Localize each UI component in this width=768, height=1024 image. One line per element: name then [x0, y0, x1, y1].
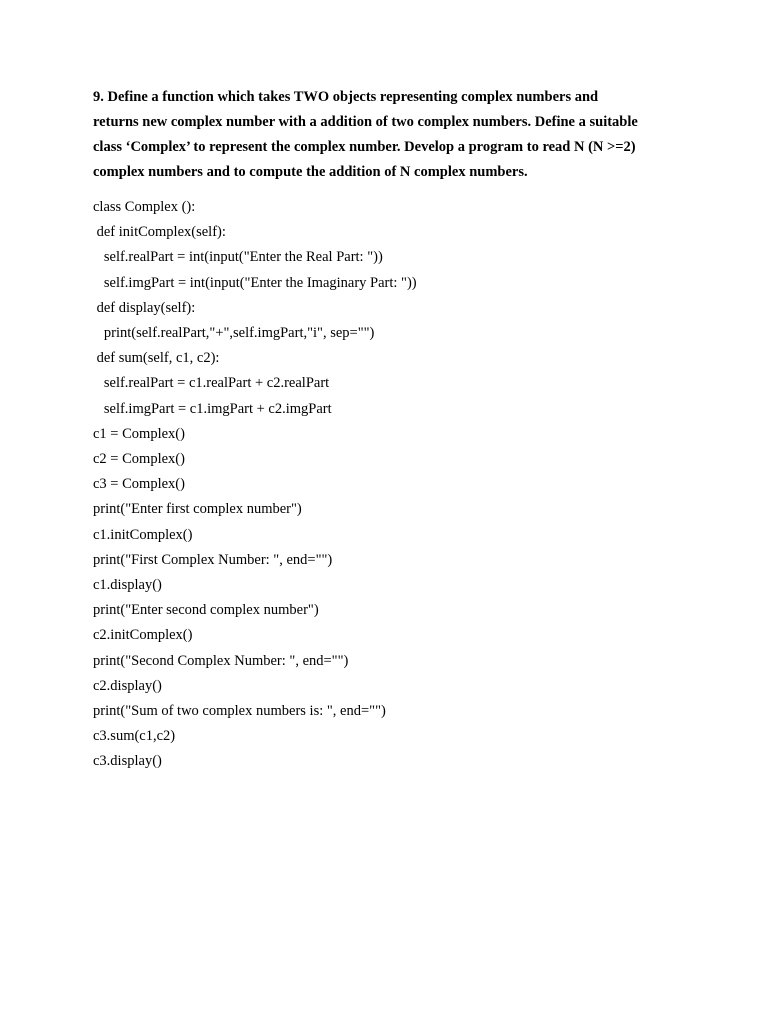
- question-line: 9. Define a function which takes TWO objects representing complex numbers and: [93, 89, 599, 105]
- code-line: print(self.realPart,"+",self.imgPart,"i", sep=""): [93, 325, 375, 342]
- code-line: c3.sum(c1,c2): [93, 728, 176, 745]
- code-line: class Complex ():: [93, 199, 196, 215]
- question-line: class ‘Complex’ to represent the complex number. Develop a program to read N (N >=2): [93, 139, 636, 155]
- code-line: c3.display(): [93, 753, 162, 770]
- code-line: c3 = Complex(): [93, 476, 185, 493]
- code-line: c1 = Complex(): [93, 425, 185, 442]
- code-line: print("Enter second complex number"): [93, 602, 319, 619]
- code-listing: [93, 195, 693, 775]
- code-line: self.imgPart = int(input("Enter the Imaginary Part: ")): [93, 274, 417, 291]
- code-line: c1.initComplex(): [93, 526, 193, 543]
- code-line: print("Sum of two complex numbers is: ", end=""): [93, 703, 386, 720]
- question-line: complex numbers and to compute the addition of N complex numbers.: [93, 164, 528, 180]
- code-line: self.realPart = int(input("Enter the Real Part: ")): [93, 249, 383, 266]
- question-text: [93, 85, 693, 185]
- code-line: print("First Complex Number: ", end=""): [93, 551, 333, 568]
- code-line: c2.initComplex(): [93, 627, 193, 644]
- code-line: c1.display(): [93, 577, 162, 594]
- code-line: self.imgPart = c1.imgPart + c2.imgPart: [93, 400, 332, 417]
- code-line: def display(self):: [93, 299, 196, 316]
- code-line: def sum(self, c1, c2):: [93, 350, 220, 367]
- code-line: c2 = Complex(): [93, 451, 185, 468]
- code-line: print("Enter first complex number"): [93, 501, 302, 518]
- code-line: print("Second Complex Number: ", end=""): [93, 652, 349, 669]
- code-line: c2.display(): [93, 677, 162, 694]
- question-line: returns new complex number with a addition of two complex numbers. Define a suitable: [93, 114, 638, 130]
- code-line: def initComplex(self):: [93, 224, 226, 241]
- code-line: self.realPart = c1.realPart + c2.realPart: [93, 375, 330, 392]
